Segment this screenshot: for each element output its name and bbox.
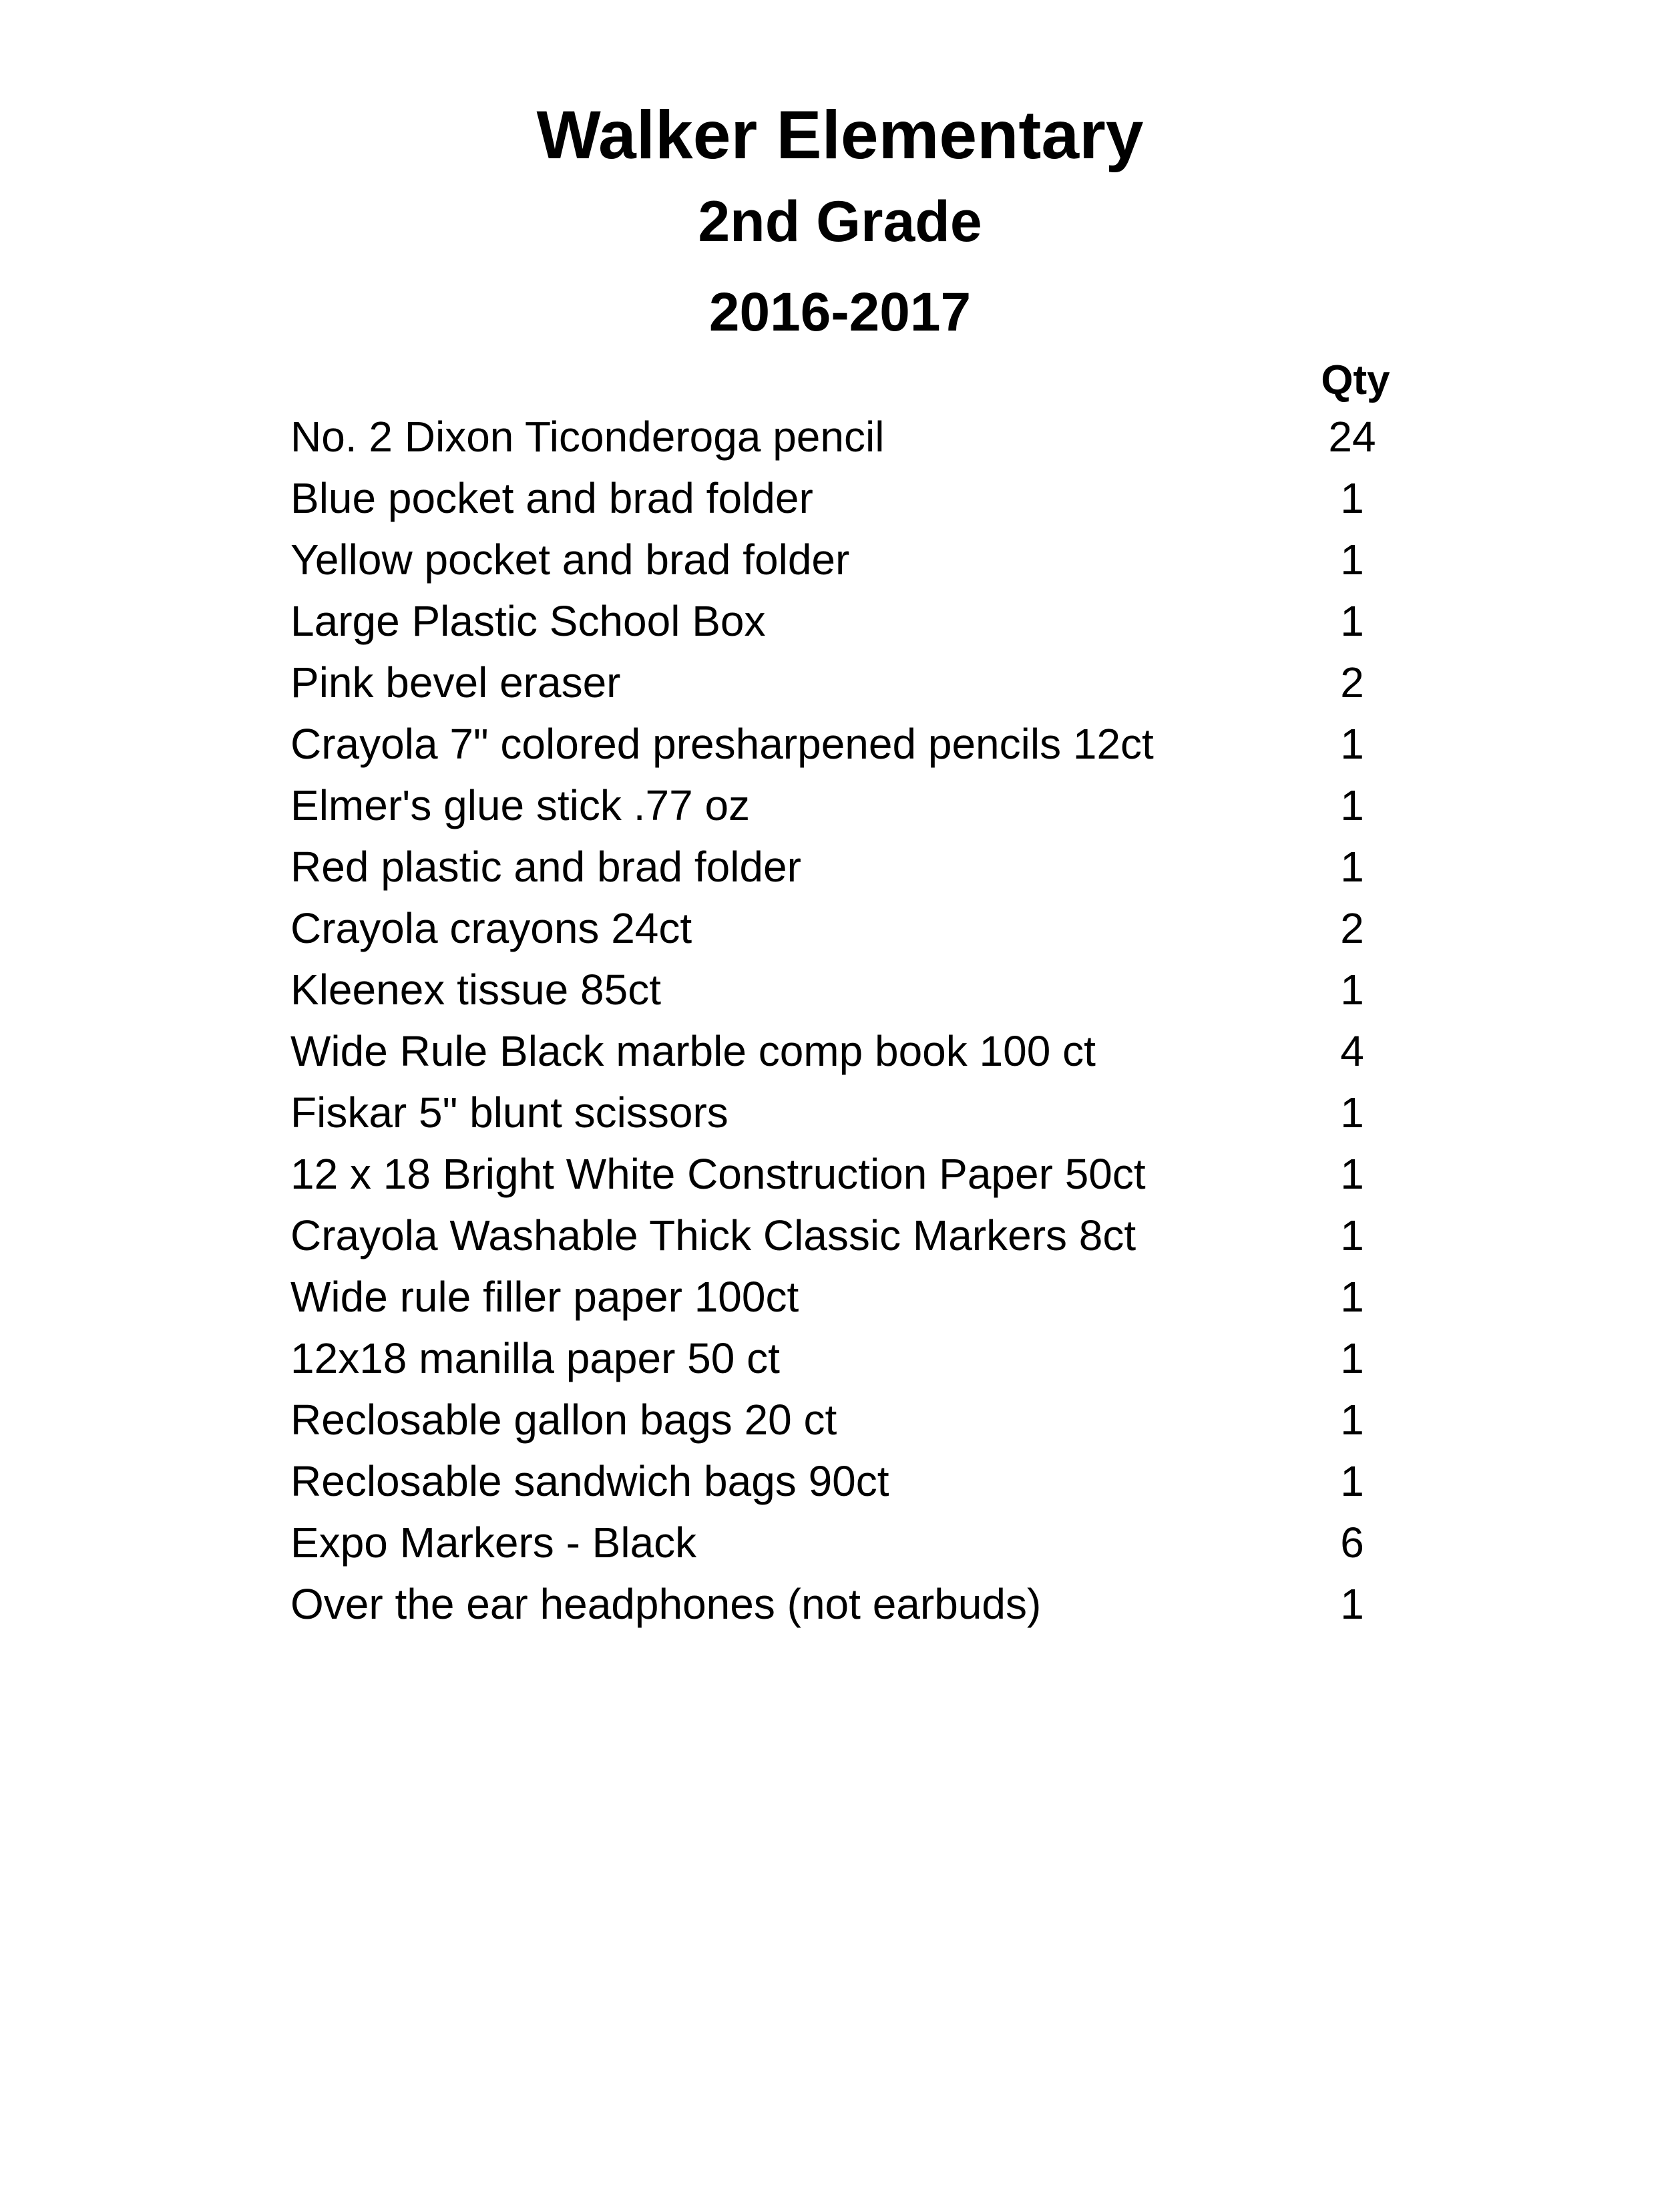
item-name: Red plastic and brad folder bbox=[290, 843, 801, 891]
item-qty: 24 bbox=[1328, 413, 1376, 461]
item-name: Crayola 7" colored presharpened pencils 12ct bbox=[290, 720, 1154, 768]
item-qty: 1 bbox=[1340, 781, 1364, 829]
item-qty: 2 bbox=[1340, 658, 1364, 707]
item-name: Wide Rule Black marble comp book 100 ct bbox=[290, 1027, 1096, 1075]
item-name: Pink bevel eraser bbox=[290, 658, 621, 707]
item-qty: 1 bbox=[1340, 1396, 1364, 1444]
item-name: Elmer's glue stick .77 oz bbox=[290, 781, 751, 829]
item-qty: 1 bbox=[1340, 474, 1364, 522]
school-year: 2016-2017 bbox=[708, 282, 972, 343]
school-name: Walker Elementary bbox=[536, 97, 1144, 173]
list-item bbox=[0, 1389, 1680, 1450]
list-item bbox=[0, 1328, 1680, 1389]
qty-column-header: Qty bbox=[1321, 357, 1390, 403]
list-item bbox=[0, 1573, 1680, 1635]
item-qty: 1 bbox=[1340, 1273, 1364, 1321]
list-item bbox=[0, 959, 1680, 1020]
item-name: Wide rule filler paper 100ct bbox=[290, 1273, 799, 1321]
item-qty: 1 bbox=[1340, 966, 1364, 1014]
list-item bbox=[0, 897, 1680, 959]
list-item bbox=[0, 1143, 1680, 1205]
item-name: Crayola Washable Thick Classic Markers 8ct bbox=[290, 1211, 1136, 1259]
item-name: Expo Markers - Black bbox=[290, 1519, 697, 1567]
item-qty: 1 bbox=[1340, 843, 1364, 891]
list-item bbox=[0, 529, 1680, 590]
item-name: Blue pocket and brad folder bbox=[290, 474, 813, 522]
list-item bbox=[0, 713, 1680, 775]
item-name: Crayola crayons 24ct bbox=[290, 904, 692, 952]
item-qty: 1 bbox=[1340, 1211, 1364, 1259]
item-qty: 1 bbox=[1340, 536, 1364, 584]
list-item bbox=[0, 775, 1680, 836]
list-item bbox=[0, 1266, 1680, 1328]
item-qty: 4 bbox=[1340, 1027, 1364, 1075]
item-name: Over the ear headphones (not earbuds) bbox=[290, 1580, 1042, 1628]
item-qty: 1 bbox=[1340, 1150, 1364, 1198]
item-qty: 1 bbox=[1340, 1457, 1364, 1505]
grade-level: 2nd Grade bbox=[698, 190, 982, 254]
list-item bbox=[0, 836, 1680, 897]
item-name: Kleenex tissue 85ct bbox=[290, 966, 661, 1014]
list-item bbox=[0, 406, 1680, 467]
item-qty: 1 bbox=[1340, 1580, 1364, 1628]
list-item bbox=[0, 652, 1680, 713]
item-name: Reclosable gallon bags 20 ct bbox=[290, 1396, 837, 1444]
supply-list bbox=[0, 406, 1680, 1635]
list-item bbox=[0, 1082, 1680, 1143]
list-item bbox=[0, 1205, 1680, 1266]
item-qty: 1 bbox=[1340, 1334, 1364, 1382]
list-item bbox=[0, 1020, 1680, 1082]
item-qty: 6 bbox=[1340, 1519, 1364, 1567]
item-name: Large Plastic School Box bbox=[290, 597, 766, 645]
list-item bbox=[0, 1450, 1680, 1512]
item-name: 12 x 18 Bright White Construction Paper 50ct bbox=[290, 1150, 1146, 1198]
item-qty: 1 bbox=[1340, 597, 1364, 645]
item-name: No. 2 Dixon Ticonderoga pencil bbox=[290, 413, 885, 461]
item-qty: 2 bbox=[1340, 904, 1364, 952]
list-item bbox=[0, 1512, 1680, 1573]
list-item bbox=[0, 590, 1680, 652]
item-name: Fiskar 5" blunt scissors bbox=[290, 1088, 728, 1137]
item-qty: 1 bbox=[1340, 720, 1364, 768]
item-name: Reclosable sandwich bags 90ct bbox=[290, 1457, 889, 1505]
item-qty: 1 bbox=[1340, 1088, 1364, 1137]
item-name: 12x18 manilla paper 50 ct bbox=[290, 1334, 780, 1382]
list-item bbox=[0, 467, 1680, 529]
item-name: Yellow pocket and brad folder bbox=[290, 536, 850, 584]
